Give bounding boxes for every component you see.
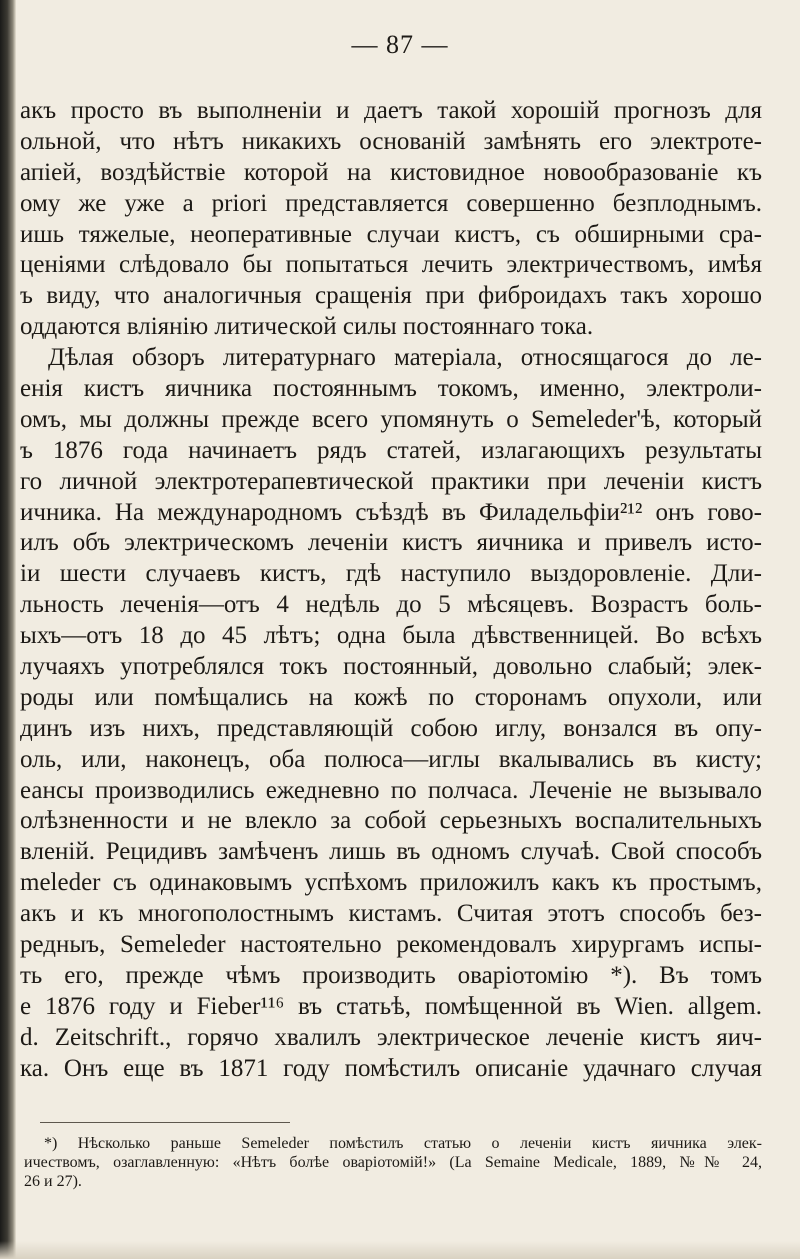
body-line: енія кистъ яичника постояннымъ токомъ, именно, электроли- xyxy=(20,375,762,403)
body-line: акъ и къ многополостнымъ кистамъ. Считая этотъ способъ без- xyxy=(20,900,762,928)
body-line: илъ объ электрическомъ леченіи кистъ яичника и привелъ исто- xyxy=(20,529,762,557)
body-line: лучаяхъ употреблялся токъ постоянный, довольно слабый; элек- xyxy=(20,653,762,681)
footnote-line: ичествомъ, озаглавленную: «Нѣтъ болѣе оваріотомій!» (La Semaine Medicale, 1889, №№ 24, xyxy=(24,1154,762,1171)
body-line: омъ, мы должны прежде всего упомянуть о Semeleder'ѣ, который xyxy=(20,405,762,433)
body-line: олѣзненности и не влекло за собой серьезныхъ воспалительныхъ xyxy=(20,807,762,835)
body-line: го личной электротерапевтической практики при леченіи кистъ xyxy=(20,467,762,495)
body-line: льность леченія—отъ 4 недѣль до 5 мѣсяцевъ. Возрастъ боль- xyxy=(20,591,762,619)
body-line: динъ изъ нихъ, представляющій собою иглу, вонзался въ опу- xyxy=(20,714,762,742)
footnote-line: *) Нѣсколько раньше Semeleder помѣстилъ статью о леченіи кистъ яичника элек- xyxy=(44,1135,762,1152)
body-line: ценіями слѣдовало бы попытаться лечить электричествомъ, имѣя xyxy=(20,251,762,279)
body-line: meleder съ одинаковымъ успѣхомъ приложилъ какъ къ простымъ, xyxy=(20,869,762,897)
footnote-separator xyxy=(40,1122,290,1123)
body-line: роды или помѣщались на кожѣ по сторонамъ опухоли, или xyxy=(20,683,762,711)
body-line: ъ виду, что аналогичныя сращенія при фиброидахъ такъ хорошо xyxy=(20,282,762,310)
page-number: — 87 — xyxy=(351,30,449,59)
footnote-line: 26 и 27). xyxy=(24,1173,82,1190)
body-line: d. Zeitschrift., горячо хвалилъ электрическое леченіе кистъ яич- xyxy=(20,1023,762,1051)
body-line: ишь тяжелые, неоперативные случаи кистъ, съ обширными сра- xyxy=(20,220,762,248)
body-line: ому же уже a priori представляется совершенно безплоднымъ. xyxy=(20,189,762,217)
footnote xyxy=(24,1134,762,1191)
body-text xyxy=(20,96,762,1085)
body-line: редныъ, Semeleder настоятельно рекомендовалъ хирургамъ испы- xyxy=(20,931,762,959)
page-binding-edge xyxy=(0,0,16,1259)
body-line: ыхъ—отъ 18 до 45 лѣтъ; одна была дѣвственницей. Во всѣхъ xyxy=(20,622,762,650)
body-line: іи шести случаевъ кистъ, гдѣ наступило выздоровленіе. Дли- xyxy=(20,560,762,588)
body-line: оль, или, наконецъ, оба полюса—иглы вкалывались въ кисту; xyxy=(20,745,762,773)
body-line: Дѣлая обзоръ литературнаго матеріала, относящагося до ле- xyxy=(48,344,762,372)
body-line: ичника. На международномъ съѣздѣ въ Филадельфіи²¹² онъ гово- xyxy=(20,498,762,526)
body-line: вленій. Рецидивъ замѣченъ лишь въ одномъ случаѣ. Свой способъ xyxy=(20,838,762,866)
body-line: апіей, воздѣйствіе которой на кистовидное новообразованіе къ xyxy=(20,158,762,186)
body-line: ольной, что нѣтъ никакихъ основаній замѣнять его электроте- xyxy=(20,127,762,155)
body-line: ка. Онъ еще въ 1871 году помѣстилъ описаніе удачнаго случая xyxy=(20,1054,762,1082)
body-line: ъ 1876 года начинаетъ рядъ статей, излагающихъ результаты xyxy=(20,436,762,464)
page-bottom-shadow xyxy=(0,1241,800,1259)
body-line: е 1876 году и Fieber¹¹⁶ въ статьѣ, помѣщенной въ Wien. allgem. xyxy=(20,992,762,1020)
body-line: ть его, прежде чѣмъ производить оваріотомію *). Въ томъ xyxy=(20,961,762,989)
body-line: еансы производились ежедневно по полчаса. Леченіе не вызывало xyxy=(20,776,762,804)
body-line: оддаются вліянію литической силы постояннаго тока. xyxy=(20,313,594,341)
body-line: акъ просто въ выполненіи и даетъ такой хорошій прогнозъ для xyxy=(20,97,762,124)
